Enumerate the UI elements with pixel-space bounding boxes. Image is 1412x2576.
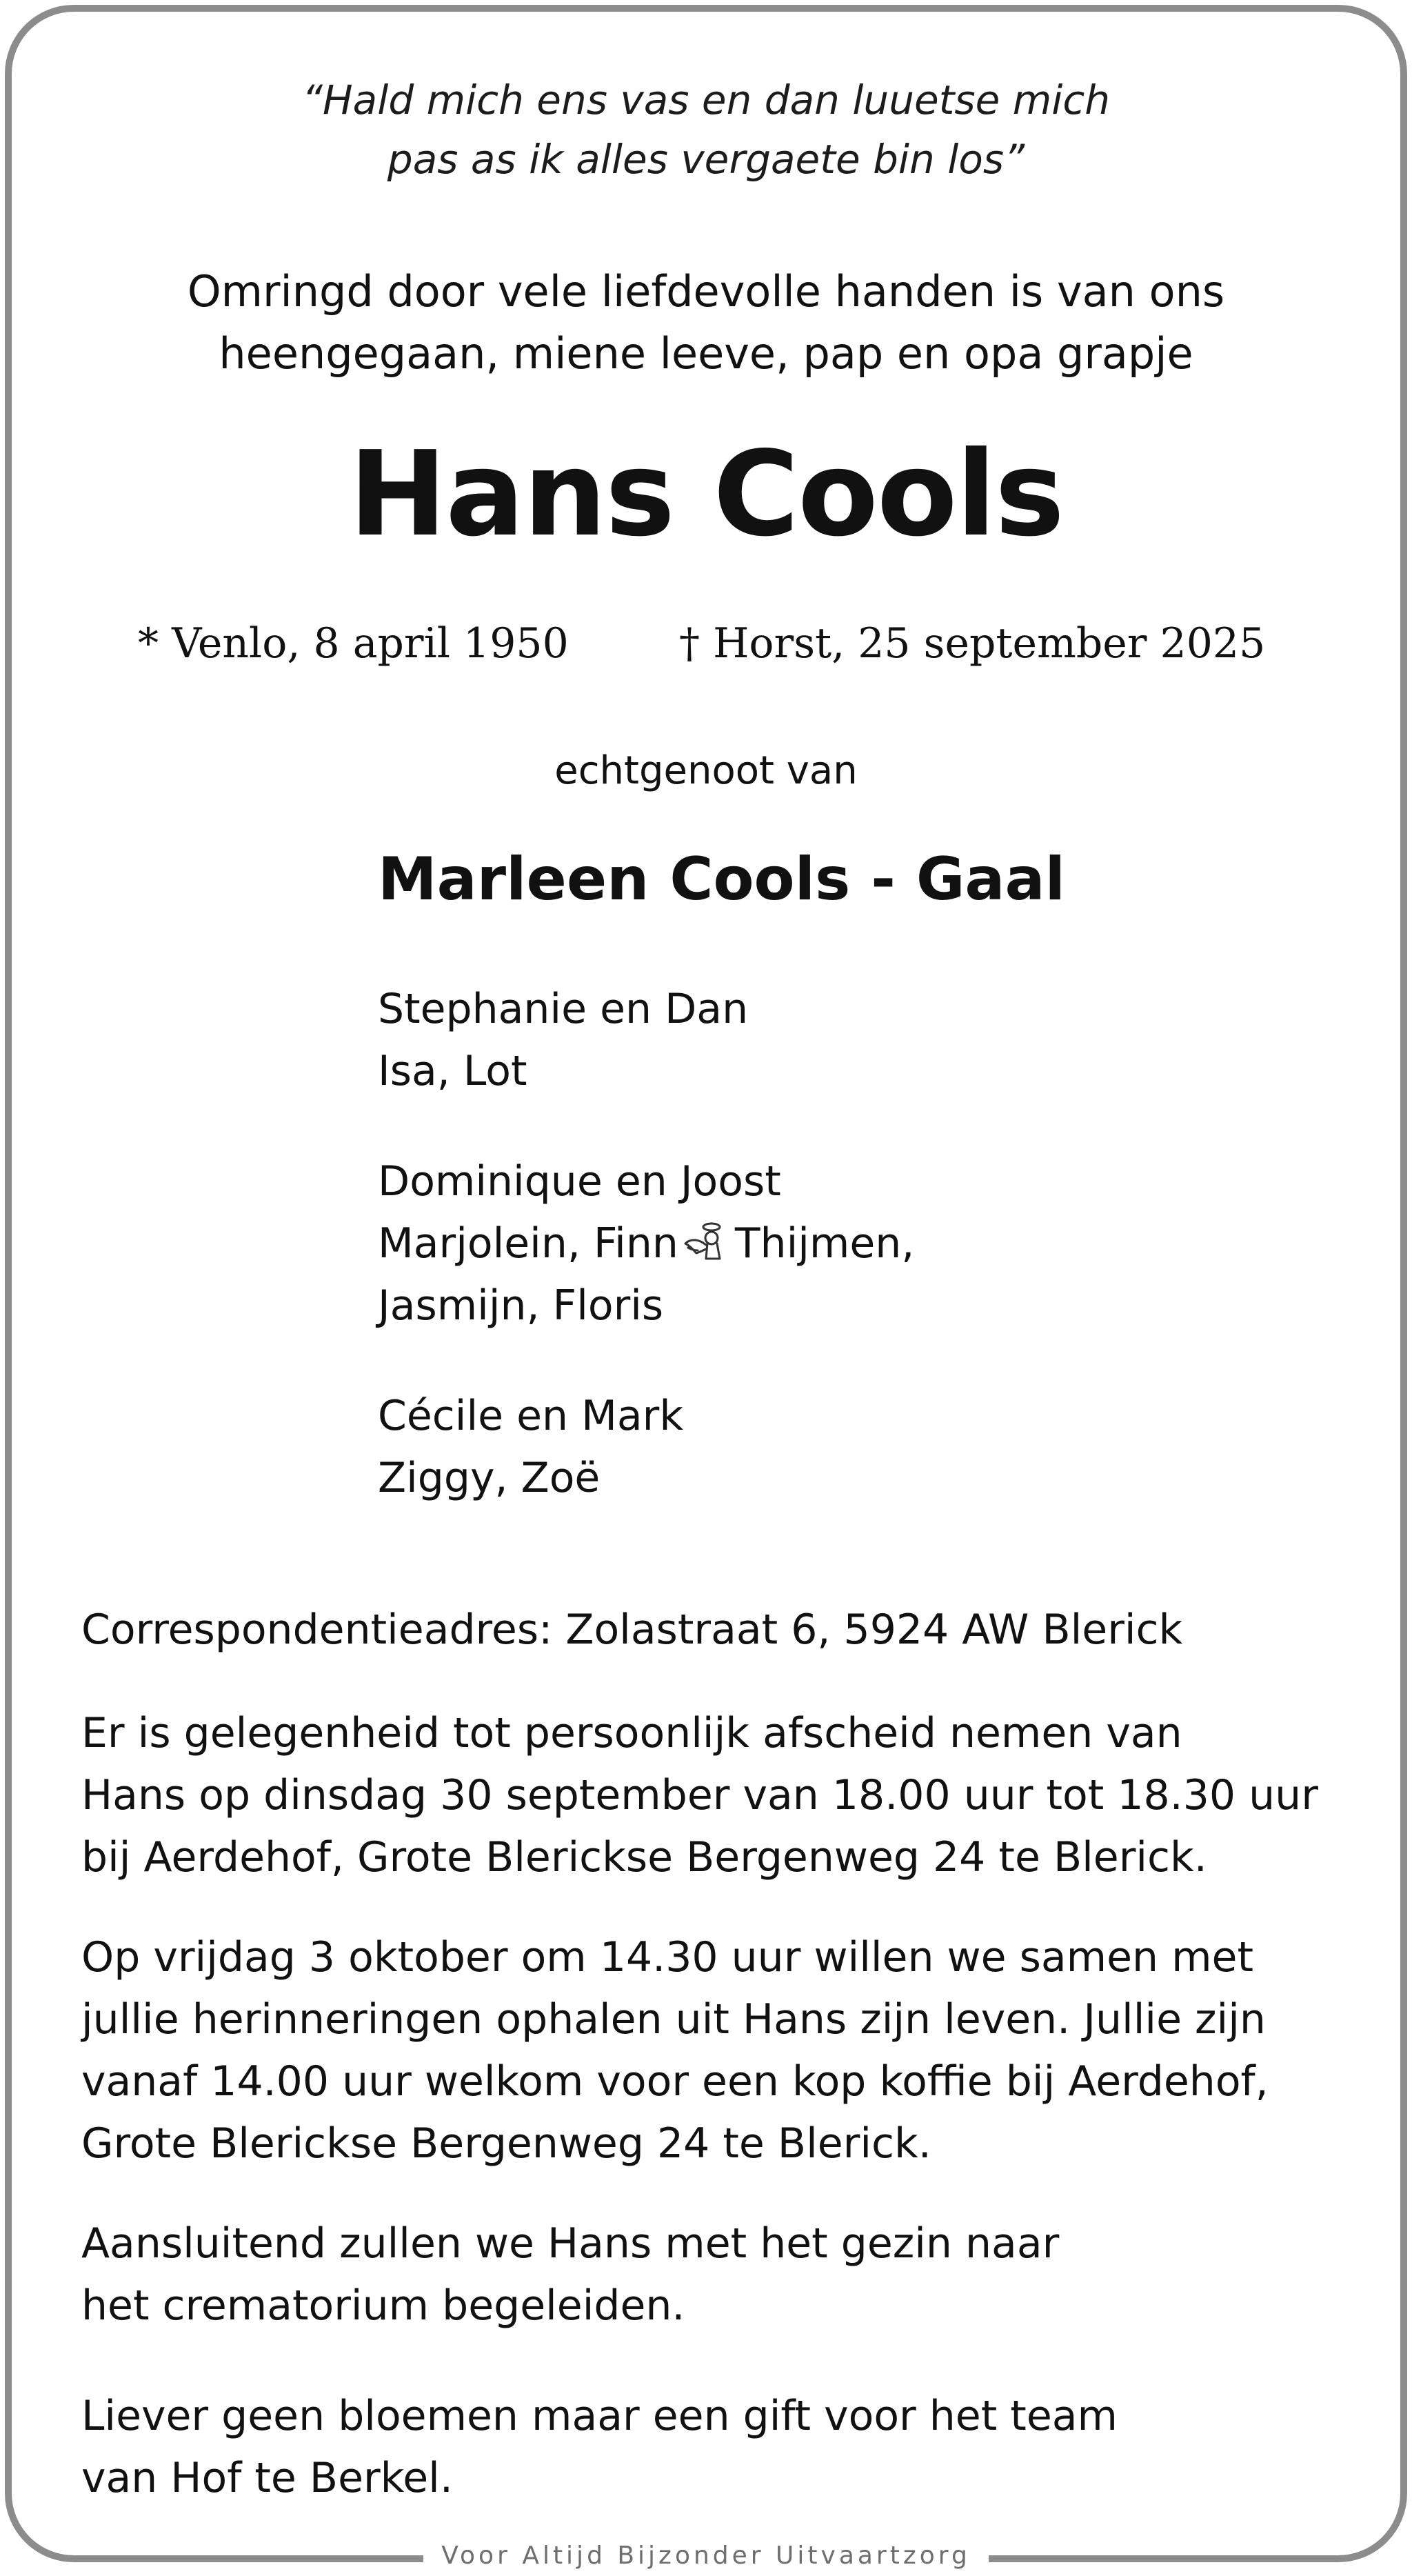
ceremony-paragraph	[81, 1926, 1269, 2175]
quote-line: “Hald mich ens vas en dan luuetse mich	[302, 77, 1110, 123]
family-group	[378, 978, 748, 1102]
angel-icon	[683, 1220, 731, 1264]
family-line: Cécile en Mark	[378, 1392, 684, 1440]
family-line: Jasmijn, Floris	[378, 1281, 664, 1330]
paragraph-line: van Hof te Berkel.	[81, 2454, 453, 2502]
family-group	[378, 1150, 914, 1337]
farewell-paragraph	[81, 1702, 1318, 1888]
family-line-with-symbol	[378, 1212, 914, 1275]
opening-quote	[0, 70, 1412, 189]
paragraph-line: Grote Blerickse Bergenweg 24 te Blerick.	[81, 2119, 931, 2168]
paragraph-line: Correspondentieadres: Zolastraat 6, 5924 AW Blerick	[81, 1606, 1183, 1654]
paragraph-line: Hans op dinsdag 30 september van 18.00 uur tot 18.30 uur	[81, 1771, 1318, 1819]
birth-date: * Venlo, 8 april 1950	[138, 619, 569, 668]
paragraph-line: Aansluitend zullen we Hans met het gezin naar	[81, 2219, 1060, 2268]
family-group	[378, 1385, 683, 1509]
intro-text	[0, 261, 1412, 385]
funeral-company-name: Voor Altijd Bijzonder Uitvaartzorg	[423, 2541, 989, 2571]
correspondence-address	[81, 1599, 1182, 1661]
crematorium-paragraph	[81, 2213, 1059, 2337]
family-line: Dominique en Joost	[378, 1157, 781, 1206]
footer-label	[0, 2541, 1412, 2575]
paragraph-line: Op vrijdag 3 oktober om 14.30 uur willen we samen met	[81, 1933, 1253, 1981]
family-line: Stephanie en Dan	[378, 985, 749, 1033]
quote-line: pas as ik alles vergaete bin los”	[387, 136, 1025, 183]
family-name: Marjolein, Finn	[378, 1219, 678, 1268]
paragraph-line: jullie herinneringen ophalen uit Hans zijn leven. Jullie zijn	[81, 1995, 1266, 2044]
spouse-of-label: echtgenoot van	[554, 748, 858, 793]
paragraph-line: Er is gelegenheid tot persoonlijk afscheid nemen van	[81, 1709, 1182, 1757]
family-line: Isa, Lot	[378, 1047, 527, 1095]
deceased-name: Hans Cools	[348, 426, 1064, 563]
family-line: Ziggy, Zoë	[378, 1454, 601, 1502]
intro-line: Omringd door vele liefdevolle handen is van ons	[187, 266, 1225, 317]
paragraph-line: Liever geen bloemen maar een gift voor het team	[81, 2392, 1118, 2440]
death-date: † Horst, 25 september 2025	[679, 619, 1266, 668]
paragraph-line: vanaf 14.00 uur welkom voor een kop koffie bij Aerdehof,	[81, 2057, 1269, 2106]
paragraph-line: het crematorium begeleiden.	[81, 2282, 685, 2330]
paragraph-line: bij Aerdehof, Grote Blerickse Bergenweg 24 te Blerick.	[81, 1833, 1207, 1881]
family-name: Thijmen,	[734, 1219, 915, 1268]
intro-line: heengegaan, miene leeve, pap en opa grapje	[219, 328, 1193, 379]
donation-paragraph	[81, 2385, 1118, 2509]
spouse-name: Marleen Cools - Gaal	[378, 845, 1065, 914]
